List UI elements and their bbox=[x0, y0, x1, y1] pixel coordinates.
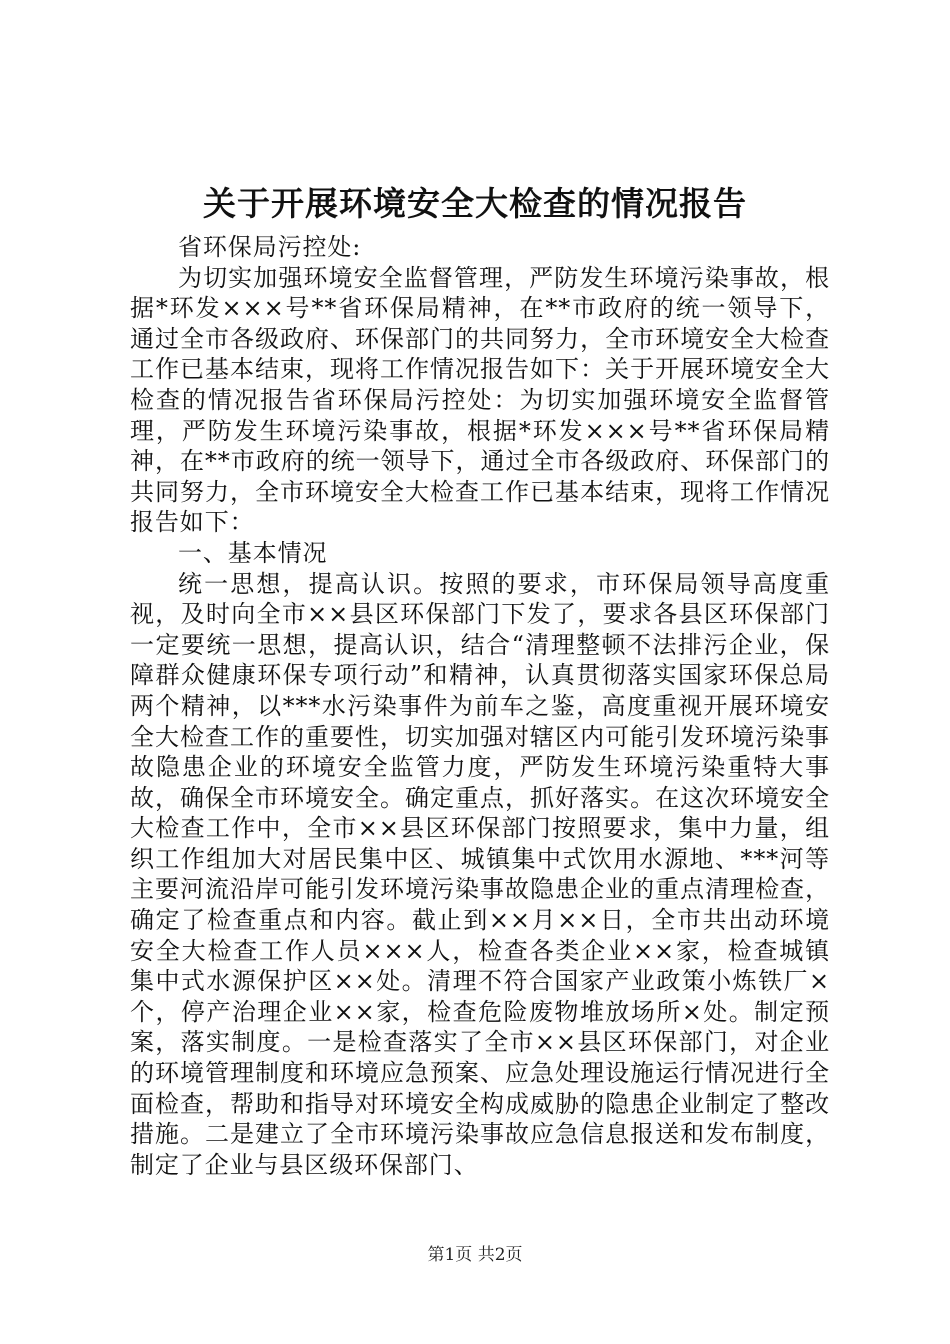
salutation: 省环保局污控处: bbox=[178, 233, 362, 261]
section-heading: 一、基本情况 bbox=[178, 538, 328, 567]
intro-paragraph: 为切实加强环境安全监督管理，严防发生环境污染事故，根据*环发×××号**省环保局精神，在**市政府的统一领导下，通过全市各级政府、环保部门的共同努力，全市环境安全大检查工作已基本结束，现将工作情况报告如下：关于开展环境安全大检查的情况报告省环保局污控处：为切实加强环境安全监督管理，严防发生环境污染事故，根据*环发×××号**省环保局精神，在**市政府的统一领导下，通过全市各级政府、环保部门的共同努力，全市环境安全大检查工作已基本结束，现将工作情况报告如下： bbox=[130, 263, 830, 537]
page-number: 第1页 共2页 bbox=[427, 1245, 523, 1265]
document-body bbox=[130, 232, 830, 1180]
document-title: 关于开展环境安全大检查的情况报告 bbox=[203, 184, 747, 223]
body-paragraph: 统一思想，提高认识。按照的要求，市环保局领导高度重视，及时向全市××县区环保部门下发了，要求各县区环保部门一定要统一思想，提高认识，结合“清理整顿不法排污企业，保障群众健康环保专项行动”和精神，认真贯彻落实国家环保总局两个精神，以***水污染事件为前车之鉴，高度重视开展环境安全大检查工作的重要性，切实加强对辖区内可能引发环境污染事故隐患企业的环境安全监管力度，严防发生环境污染重特大事故，确保全市环境安全。确定重点，抓好落实。在这次环境安全大检查工作中，全市××县区环保部门按照要求，集中力量，组织工作组加大对居民集中区、城镇集中式饮用水源地、***河等主要河流沿岸可能引发环境污染事故隐患企业的重点清理检查，确定了检查重点和内容。截止到××月××日，全市共出动环境安全大检查工作人员×××人，检查各类企业××家，检查城镇集中式水源保护区××处。清理不符合国家产业政策小炼铁厂×个，停产治理企业××家，检查危险废物堆放场所×处。制定预案，落实制度。一是检查落实了全市××县区环保部门，对企业的环境管理制度和环境应急预案、应急处理设施运行情况进行全面检查，帮助和指导对环境安全构成威胁的隐患企业制定了整改措施。二是建立了全市环境污染事故应急信息报送和发布制度，制定了企业与县区级环保部门、 bbox=[130, 569, 830, 1179]
